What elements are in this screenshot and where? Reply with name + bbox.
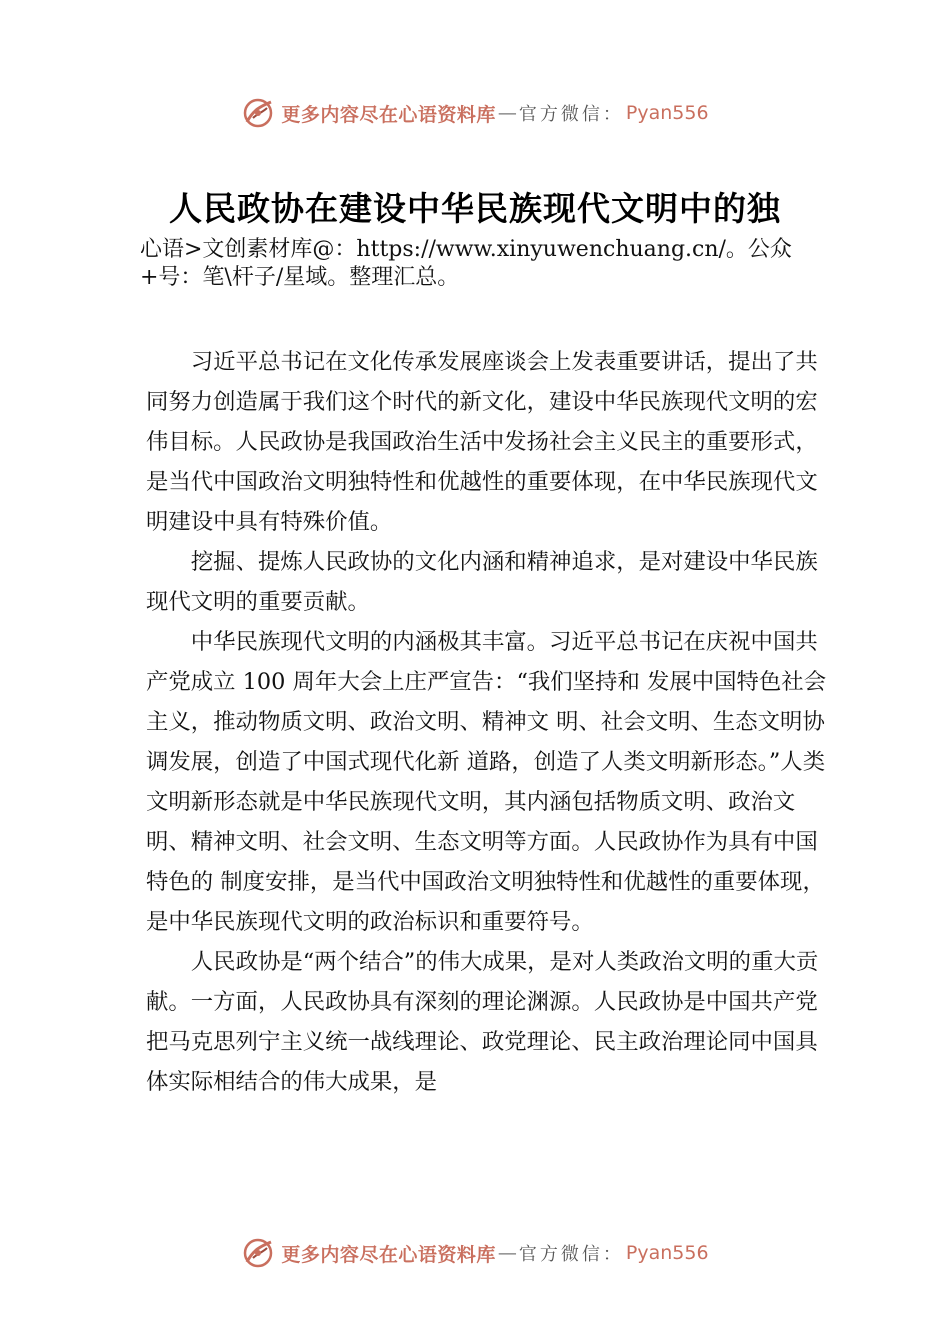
banner-dash: — [497, 1242, 517, 1264]
source-line: 心语>文创素材库@：https://www.xinyuwenchuang.cn/。公众+号：笔\杆子/星域。整理汇总。 [140, 237, 792, 290]
paragraph: 人民政协是“两个结合”的伟大成果，是对人类政治文明的重大贡献。一方面，人民政协具有深刻的理论渊源。人民政协是中国共产党把马克思列宁主义统一战线理论、政党理论、民主政治理论同中国具体实际相结合的伟大成果，是 [146, 949, 819, 1095]
banner-wechat-id: Pyan556 [625, 1242, 709, 1264]
paragraph: 中华民族现代文明的内涵极其丰富。习近平总书记在庆祝中国共产党成立 100 周年大会上庄严宣告：“我们坚持和 发展中国特色社会主义，推动物质文明、政治文明、精神文 明、社会文明、生态文明协调发展，创造了中国式现代化新 道路，创造了人类文明新形态。”人类文明新形态就是中华民族现代文明，其内涵包括物质文明、政治文明、精神文明、社会文明、生态文明等方面。人民政协作为具有中国特色的 制度安排，是当代中国政治文明独特性和优越性的重要体现， 是中华民族现代文明的政治标识和重要符号。 [146, 629, 827, 935]
document-title: 人民政协在建设中华民族现代文明中的独 [169, 189, 781, 228]
banner-wechat-label: 官方微信： [518, 104, 624, 125]
banner-main-text: 更多内容尽在心语资料库 [281, 103, 496, 126]
paragraph: 习近平总书记在文化传承发展座谈会上发表重要讲话，提出了共同努力创造属于我们这个时代的新文化，建设中华民族现代文明的宏伟目标。人民政协是我国政治生活中发扬社会主义民主的重要形式，是当代中国政治文明独特性和优越性的重要体现，在中华民族现代文明建设中具有特殊价值。 [146, 349, 818, 535]
banner-main-text: 更多内容尽在心语资料库 [281, 1243, 496, 1266]
banner-wechat-id: Pyan556 [625, 102, 709, 124]
banner-dash: — [497, 102, 517, 124]
paragraph: 挖掘、提炼人民政协的文化内涵和精神追求，是对建设中华民族现代文明的重要贡献。 [146, 549, 818, 615]
footer-banner [0, 1233, 950, 1273]
xinyu-logo-icon [241, 96, 275, 130]
header-banner [0, 93, 950, 133]
xinyu-logo-icon [241, 1236, 275, 1270]
banner-wechat-label: 官方微信： [518, 1244, 624, 1265]
document-body [146, 342, 836, 1102]
